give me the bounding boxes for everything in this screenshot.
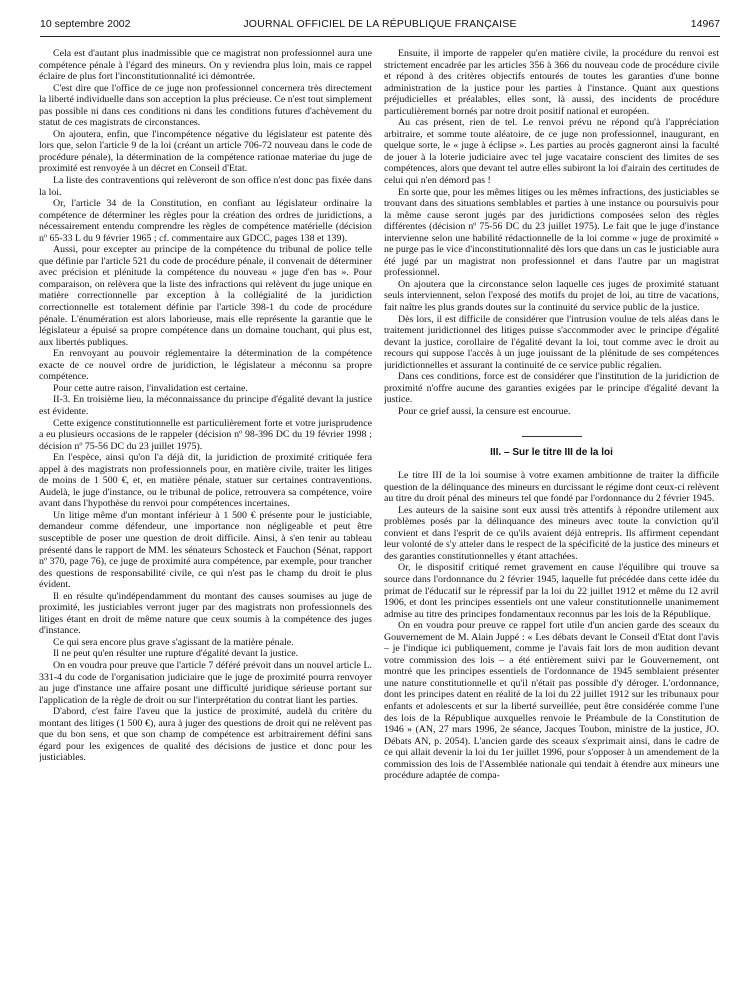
paragraph: On en voudra pour preuve que l'article 7 déféré prévoit dans un nouvel article L. 331-4 du code de l'organisation judiciaire que le juge de proximité pourra renvoyer au juge d'instance une affaire posant une difficulté juridique sérieuse portant sur l'application de la règle de droit ou sur l'interprétation du contrat liant les parties. — [39, 659, 372, 706]
paragraph: II-3. En troisième lieu, la méconnaissance du principe d'égalité devant la justice est évidente. — [39, 394, 372, 417]
header-title: JOURNAL OFFICIEL DE LA RÉPUBLIQUE FRANÇAISE — [243, 18, 517, 30]
right-column-part-b — [384, 470, 719, 782]
paragraph: D'abord, c'est faire l'aveu que la justice de proximité, audelà du critère du montant des litiges (1 500 €), aura à juger des questions de droit qui ne relèvent pas que du bon sens, et que son champ de compétence est arbitrairement défini sans égard pour les exigences de qualité des décisions de justice et donc pour les justiciables. — [39, 706, 372, 764]
paragraph: Pour ce grief aussi, la censure est encourue. — [398, 405, 571, 417]
section-divider — [522, 436, 582, 437]
paragraph: La liste des contraventions qui relèveront de son office n'est donc pas fixée dans la loi. — [39, 175, 372, 198]
paragraph: On en voudra pour preuve ce rappel fort utile d'un ancien garde des sceaux du Gouvernement de M. Alain Juppé : « Les débats devant le Conseil d'Etat dont l'avis – je l'indique ici publiquement, comme je l'avais fait lors de mon audition devant votre commission des lois – a été entièrement suivi par le Gouvernement, ont montré que les principes essentiels de l'ordonnance de 1945 semblaient présenter une nature constitutionnelle et qu'il n'était pas possible d'y déroger. L'ordonnance, dont les principes datent en réalité de la loi du 22 juillet 1912 sur les tribunaux pour enfants et adolescents et sur la liberté surveillée, peut être considérée comme l'une des lois de la République auxquelles renvoie le Préambule de la Constitution de 1946 » (AN, 27 mars 1996, 2e séance, Jacques Toubon, ministre de la justice, JO. Débats AN, p. 2054). L'ancien garde des sceaux s'exprimait ainsi, dans le cadre de ce qui allait devenir la loi du 1er juillet 1996, pour s'opposer à un amendement de la commission des lois de l'Assemblée nationale qui tendait à étendre aux mineurs une procédure adaptée de compa- — [384, 620, 719, 782]
paragraph: En sorte que, pour les mêmes litiges ou les mêmes infractions, des justiciables se trouvant dans des situations semblables et parties à une instance ou poursuivis pour la même cause seront jugés par des juridictions composées selon des règles différentes (décision nº 75-56 DC du 23 juillet 1975). Le fait que le juge d'instance intervienne selon une habilité rédactionnelle de la loi comme « juge de proximité » ne purge pas le vice d'inconstitutionnalité dès lors que dans un cas le justiciable aura été jugé par un magistrat non professionnel et dans l'autre par un magistrat professionnel. — [384, 186, 719, 279]
section-heading — [384, 436, 719, 459]
paragraph: Dès lors, il est difficile de considérer que l'intrusion voulue de tels aléas dans le traitement juridictionnel des litiges puisse s'accommoder avec le principe d'égalité devant la justice, corollaire de l'égalité devant la loi, tout comme avec le droit au recours qui suppose l'accès à un juge jouissant de la plénitude de ses compétences juridictionnelles et assurant la continuité de ce service public régalien. — [384, 313, 719, 371]
paragraph: On ajoutera que la circonstance selon laquelle ces juges de proximité statuant seuls interviennent, selon l'exposé des motifs du projet de loi, au titre de vacations, fait naître les plus grands doutes sur la continuité du service public de la justice. — [384, 278, 719, 314]
paragraph: Cela est d'autant plus inadmissible que ce magistrat non professionnel aura une compétence pénale à l'égard des mineurs. On y reviendra plus loin, mais ce rappel éclaire de plus fort l'inconstitutionnalité ici démontrée. — [39, 48, 372, 83]
right-column-part-a — [384, 48, 719, 418]
paragraph: Un litige même d'un montant inférieur à 1 500 € présente pour le justiciable, demandeur comme défendeur, une importance non négligeable et peut être susceptible de poser une question de droit difficile. Ainsi, à s'en tenir au tableau présenté dans le rapport de MM. les sénateurs Schosteck et Fauchon (Sénat, rapport nº 370, page 76), ce juge de proximité aura compétence, par exemple, pour trancher des questions de responsabilité civile, ce qui n'est pas le champ du droit le plus évident. — [39, 509, 372, 591]
paragraph: Il en résulte qu'indépendamment du montant des causes soumises au juge de proximité, les justiciables verront juger par des magistrats non professionnels des litiges étant en droit de même nature que ceux soumis à la compétence des juges d'instance. — [39, 590, 372, 637]
paragraph: En renvoyant au pouvoir réglementaire la détermination de la compétence exacte de ce nouvel ordre de juridiction, le législateur a méconnu sa propre compétence. — [39, 348, 372, 383]
paragraph: Or, l'article 34 de la Constitution, en confiant au législateur ordinaire la compétence de déterminer les règles pour la création des ordres de juridictions, a nécessairement entendu comprendre les règles de compétence matérielle (décision nº 65-33 L du 9 février 1965 ; cf. commentaire aux GDCC, pages 138 et 139). — [39, 198, 372, 244]
section-heading-text: III. – Sur le titre III de la loi — [490, 446, 613, 458]
paragraph: On ajoutera, enfin, que l'incompétence négative du législateur est patente dès lors que, selon l'article 9 de la loi (créant un article 706-72 nouveau dans le code de procédure pénale), la détermination de la compétence rationae materiae du juge de proximité est renvoyée à un décret en Conseil d'Etat. — [39, 128, 372, 175]
paragraph: C'est dire que l'office de ce juge non professionnel concernera très directement la liberté individuelle dans son acception la plus précieuse. Ce n'est tout simplement pas possible ni dans ces conditions ni dans les conditions futures d'achèvement du statut de ces magistrats de circonstances. — [39, 82, 372, 129]
paragraph: Aussi, pour excepter au principe de la compétence du tribunal de police telle que définie par l'article 521 du code de procédure pénale, il convenait de déterminer avec précision et plénitude la compétence du nouveau « juge d'en bas ». Pour comparaison, on relèvera que la liste des infractions qui relèvent du juge unique en matière correctionnelle par exception à la collégialité de la juridiction correctionnelle est totalement définie par l'article 398-1 du code de procédure pénale. L'énumération est alors laborieuse, mais elle représente la garantie que le législateur a épuisé sa propre compétence dans un domaine touchant, qui plus est, aux libertés publiques. — [39, 244, 372, 348]
paragraph: En l'espèce, ainsi qu'on l'a déjà dit, la juridiction de proximité critiquée fera appel à des magistrats non professionnels pour, en matière civile, traiter les litiges de moins de 1 500 €, et, en matière pénale, statuer sur certaines contraventions. Audelà, le juge d'instance, ou le tribunal de police, retrouvera sa compétence, voire avant dans l'hypothèse du renvoi pour compétences incertaines. — [39, 452, 372, 510]
paragraph: Pour cette autre raison, l'invalidation est certaine. — [53, 382, 248, 394]
paragraph: Le titre III de la loi soumise à votre examen ambitionne de traiter la difficile question de la délinquance des mineurs en durcissant le régime dont ceux-ci relèvent au titre du droit pénal des mineurs tel que fondé par l'ordonnance du 2 février 1945. — [384, 470, 719, 505]
paragraph: Au cas présent, rien de tel. Le renvoi prévu ne répond qu'à l'appréciation arbitraire, et somme toute aléatoire, de ce juge non professionnel, inaugurant, en quelque sorte, le « juge à éclipse ». Les parties au procès gagneront ainsi la faculté de jouer à la loterie judiciaire avec tel juge vacataire conscient des limites de ses compétences, alors que devant tel autre elles subiront la loi d'airain des certitudes de celui qui n'en démord pas ! — [384, 117, 719, 187]
paragraph: Ensuite, il importe de rappeler qu'en matière civile, la procédure du renvoi est strictement encadrée par les articles 356 à 366 du nouveau code de procédure civile et répond à des critères objectifs entourés de toutes les garanties d'une bonne administration de la justice pour les parties à l'instance. Quant aux questions préjudicielles et préalables, elles sont, là aussi, des incidents de procédure particulièrement bornés par notre droit positif national et européen. — [384, 48, 719, 117]
paragraph: Dans ces conditions, force est de considérer que l'institution de la juridiction de proximité n'offre aucune des garanties exigées par le principe d'égalité devant la justice. — [384, 371, 719, 406]
right-column — [384, 48, 719, 982]
header-date: 10 septembre 2002 — [40, 18, 131, 30]
header-page-number: 14967 — [690, 18, 720, 30]
paragraph: Ce qui sera encore plus grave s'agissant de la matière pénale. — [53, 636, 294, 648]
left-column — [39, 48, 372, 982]
paragraph: Les auteurs de la saisine sont eux aussi très attentifs à répondre utilement aux problèmes posés par la délinquance des mineurs avec toute la conviction qu'il convient et dans l'esprit de ce qu'ils avaient déjà entrepris. Ils affirment cependant leur volonté de s'y atteler dans le respect de la spécificité de la justice des mineurs et des garanties constitutionnelles y étant attachées. — [384, 504, 719, 562]
paragraph: Il ne peut qu'en résulter une rupture d'égalité devant la justice. — [53, 648, 299, 660]
paragraph: Or, le dispositif critiqué remet gravement en cause l'équilibre qui trouve sa source dans l'ordonnance du 2 février 1945, laquelle fut précédée dans cette idée du primat de l'éducatif sur le répressif par la loi du 22 juillet 1912 et même du 12 avril 1906, et dont les principes essentiels ont une valeur constitutionnelle unanimement admise au titre des principes fondamentaux reconnus par les lois de la République. — [384, 562, 719, 620]
page-header — [40, 14, 720, 37]
paragraph: Cette exigence constitutionnelle est particulièrement forte et votre jurisprudence a eu plusieurs occasions de le rappeler (décision nº 98-396 DC du 19 février 1998 ; décision nº 75-56 DC du 23 juillet 1975). — [39, 417, 372, 452]
